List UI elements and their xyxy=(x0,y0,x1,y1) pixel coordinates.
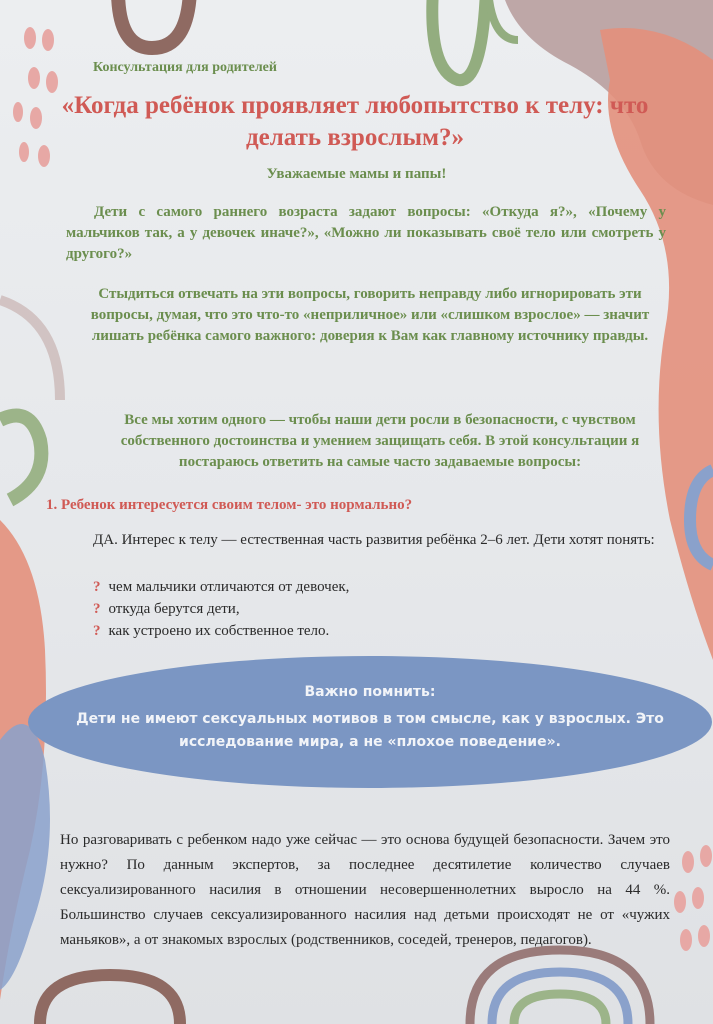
safety-paragraph: Все мы хотим одного — чтобы наши дети росли в безопасности, с чувством собственного достоинства и умением защищать себя. В этой консультации я постараюсь ответить на самые часто задаваемые вопросы: xyxy=(120,412,640,470)
green-swirl-shape xyxy=(0,416,41,501)
answer-bullet-list xyxy=(93,576,349,642)
brown-arc-bottom-shape xyxy=(40,975,180,1024)
bullet-text: чем мальчики отличаются от девочек, xyxy=(108,579,350,595)
bullet-text: как устроено их собственное тело. xyxy=(108,623,330,639)
list-item xyxy=(93,598,349,620)
pink-dots-bottom-right xyxy=(674,845,712,951)
answer-intro: ДА. Интерес к телу — естественная часть развития ребёнка 2–6 лет. Дети хотят понять: xyxy=(93,532,655,548)
greeting: Уважаемые мамы и папы! xyxy=(266,166,447,182)
page-title: «Когда ребёнок проявляет любопытство к телу: что делать взрослым?» xyxy=(61,92,649,151)
intro-paragraph: Дети с самого раннего возраста задают вопросы: «Откуда я?», «Почему у мальчиков так, а у девочек иначе?», «Можно ли показывать своё тело или смотреть у другого?» xyxy=(66,204,666,262)
callout-body: Дети не имеют сексуальных мотивов в том смысле, как у взрослых. Это исследование мира, а не «плохое поведение». xyxy=(76,711,664,750)
mauve-curve-shape xyxy=(0,300,60,400)
list-item xyxy=(93,576,349,598)
question-heading: 1. Ребенок интересуется своим телом- это нормально? xyxy=(46,497,413,513)
consultation-subtitle: Консультация для родителей xyxy=(93,60,277,75)
list-item xyxy=(93,620,349,642)
question-mark-icon: ? xyxy=(93,579,101,595)
green-ring-shape xyxy=(432,0,486,80)
question-mark-icon: ? xyxy=(93,623,101,639)
question-mark-icon: ? xyxy=(93,601,101,617)
bullet-text: откуда берутся дети, xyxy=(108,601,240,617)
rainbow-arcs-bottom xyxy=(470,950,650,1024)
closing-paragraph: Но разговаривать с ребенком надо уже сейчас — это основа будущей безопасности. Зачем это нужно? По данным экспертов, за последнее десятилетие количество случаев сексуализированного насилия в отношении несовершеннолетних выросло на 44 %. Большинство случаев сексуализированного насилия над детьми происходят не от «чужих маньяков», а от знакомых взрослых (родственников, соседей, тренеров, педагогов). xyxy=(60,832,670,948)
blue-blob-left-shape xyxy=(0,724,50,990)
honesty-paragraph: Стыдиться отвечать на эти вопросы, говорить неправду либо игнорировать эти вопросы, думая, что это что-то «неприличное» или «слишком взрослое» — значит лишать ребёнка самого важного: доверия к Вам как главному источнику правды. xyxy=(90,286,650,344)
callout-heading: Важно помнить: xyxy=(304,684,436,700)
brown-arc-shape xyxy=(118,0,190,48)
